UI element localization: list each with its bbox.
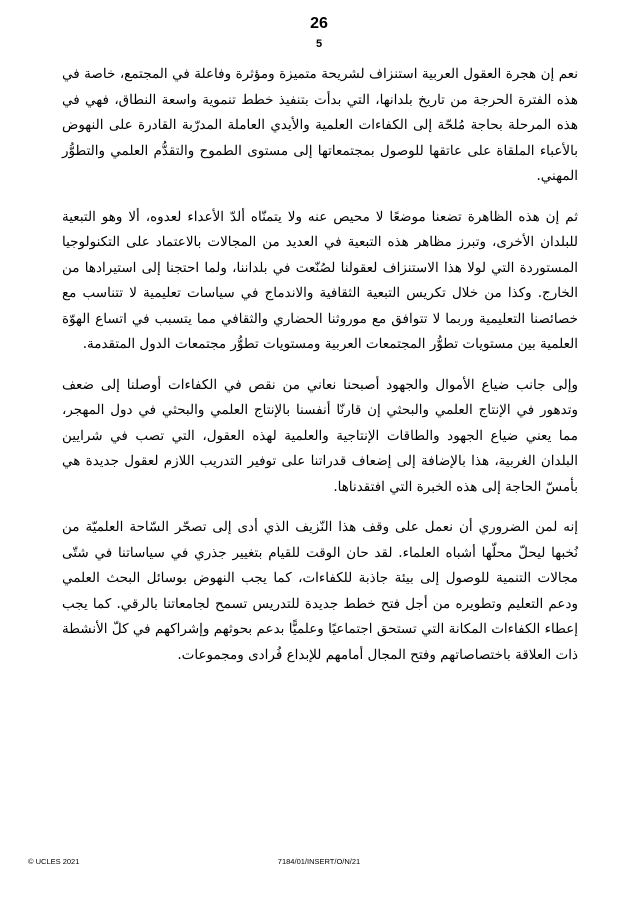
paragraph-4: إنه لمن الضروري أن نعمل على وقف هذا النّزيف الذي أدى إلى تصحّر السّاحة العلميّة من نُخبها ليحلّ محلّها أشباه العلماء. لقد حان الوقت للقيام بتغيير جذري في سياساتنا في شتّى مجالات التنمية للوصول إلى بيئة جاذبة للكفاءات، كما يجب النهوض بوسائل البحث العلمي ودعم التعليم وتطويره من أجل فتح خطط جديدة للتدريس تسمح لجامعاتنا بالرقي. كما يجب إعطاء الكفاءات المكانة التي تستحق اجتماعيًا وعلميًّا بدعم بحوثهم وإشراكهم في كلّ الأنشطة ذات العلاقة باختصاصاتهم وفتح المجال أمامهم للإبداع فُرادى ومجموعات. — [62, 519, 578, 663]
paragraph-2: ثم إن هذه الظاهرة تضعنا موضعًا لا محيص عنه ولا يتمنّاه ألدّ الأعداء لعدوه، ألا وهو التبعية للبلدان الأخرى، وتبرز مظاهر هذه التبعية في العديد من المجالات بالاعتماد على التكنولوجيا المستوردة التي لولا هذا الاستنزاف لعقولنا لصُنّعت في بلداننا، ولما احتجنا إلى استيرادها من الخارج. وكذا من خلال تكريس التبعية الثقافية والاندماج في سياسات تعليمية لا تتناسب مع خصائصنا التعليمية وربما لا تتوافق مع موروثنا الحضاري والثقافي مما يتسبب في اتساع الهوّة العلمية بين مستويات تطوُّر المجتمعات العربية ومستويات تطوُّر مجتمعات الدول المتقدمة. — [62, 208, 578, 352]
page-number: 26 — [310, 15, 328, 32]
article-body — [62, 62, 578, 683]
paragraph-3: وإلى جانب ضياع الأموال والجهود أصبحنا نعاني من نقص في الكفاءات أوصلنا إلى ضعف وتدهور في الإنتاج العلمي والبحثي إن قارنّا أنفسنا بالإنتاج العلمي والبحثي في دول المهجر، مما يعني ضياع الجهود والطاقات الإنتاجية والعلمية لهذه العقول، التي تصب في شرايين البلدان الغربية، هذا بالإضافة إلى إضعاف قدراتنا على توفير التدريب اللازم لعقول جديدة هي بأمسّ الحاجة إلى هذه الخبرة التي افتقدناها. — [62, 376, 578, 495]
section-number: 5 — [315, 38, 323, 50]
document-code: 7184/01/INSERT/O/N/21 — [277, 857, 361, 866]
page-footer — [0, 855, 638, 869]
copyright-notice: © UCLES 2021 — [28, 857, 80, 866]
paragraph-1: نعم إن هجرة العقول العربية استنزاف لشريحة متميزة ومؤثرة وفاعلة في المجتمع، خاصة في هذه الفترة الحرجة من تاريخ بلدانها، التي بدأت بتنفيذ خطط تنموية واسعة النطاق، فهي في هذه المرحلة بحاجة مُلحّة إلى الكفاءات العلمية والأيدي العاملة المدرّبة القادرة على النهوض بالأعباء الملقاة على عاتقها للوصول بمجتمعاتها إلى مستوى الطموح والتقدُّم العلمي والتطوُّر المهني. — [62, 66, 578, 184]
